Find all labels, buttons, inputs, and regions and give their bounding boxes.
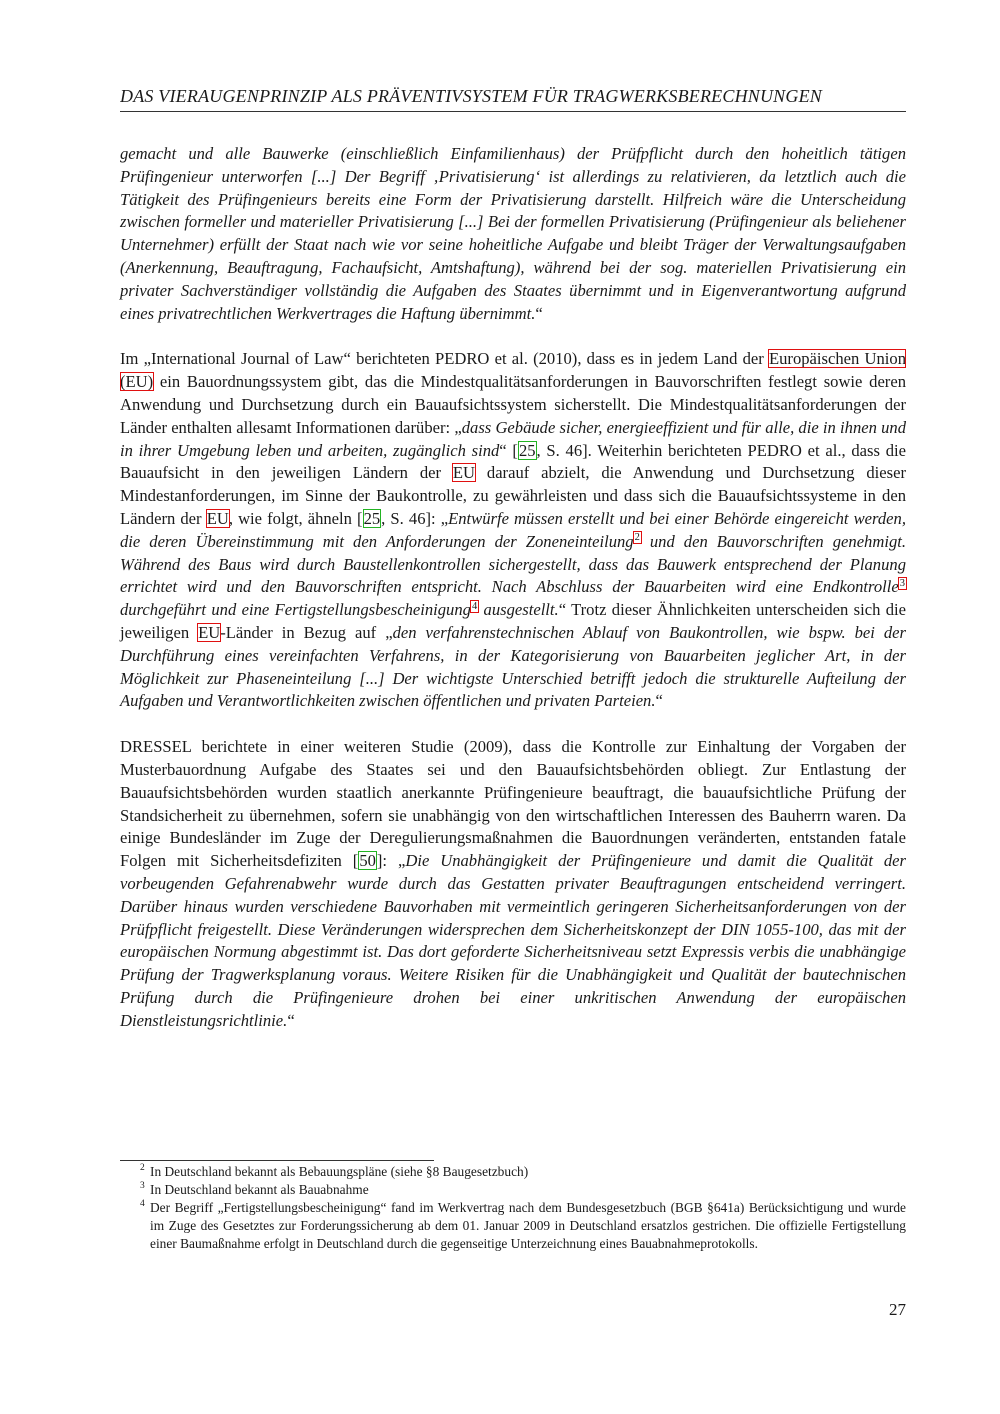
abbreviation-link-eu[interactable]: EU — [198, 622, 221, 642]
paragraph-quote-continuation — [120, 143, 906, 325]
footnote-text: In Deutschland bekannt als Bauabnahme — [150, 1182, 369, 1197]
closing-quote: “ — [535, 303, 543, 323]
page-number: 27 — [889, 1300, 906, 1319]
footnote-4 — [120, 1199, 906, 1253]
footnote-number: 2 — [140, 1163, 145, 1173]
citation-link[interactable]: 50 — [359, 851, 376, 871]
quote-text: dass Gebäude sicher, energieeffizient und für alle, die in ihnen und in ihrer Umgebung leben und arbeiten, zugänglich sind — [120, 417, 906, 460]
footnote-ref-4[interactable]: 4 — [471, 600, 478, 612]
footnote-ref-3[interactable]: 3 — [899, 577, 905, 589]
footnote-number: 3 — [140, 1181, 145, 1191]
footnotes — [120, 1163, 906, 1253]
citation-link[interactable]: 25 — [363, 508, 381, 528]
text-run: “ — [655, 691, 663, 711]
quote-text: Die Unabhängigkeit der Prüfingenieure und damit die Qualität der vorbeugenden Gefahrenabwehr wurde durch das Gestatten privater Beauftragungen entscheidend verringert. Darüber hinaus wurden verschiedene Bauvorhaben mit vermeintlich geringeren Sicherheitsanforderungen von der Prüfpflicht freigestellt. Diese Veränderungen widersprechen dem Sicherheitskonzept der DIN 1055-100, das mit der europäischen Normung abgestimmt ist. Das dort geforderte Sicherheitsniveau setzt Expressis verbis die unabhängige Prüfung der Tragwerksplanung voraus. Weitere Risiken für die Unabhängigkeit und Qualität der bautechnischen Prüfung durch die Prüfingenieure drohen bei einer unkritischen Anwendung der europäischen Dienstleistungsrichtlinie. — [120, 851, 906, 1030]
text-run: DRESSEL berichtete in einer weiteren Studie (2009), dass die Kontrolle zur Einhaltung der Vorgaben der Musterbauordnung Aufgabe des Staates sei und den Bauaufsichtsbehörden obliegt. Zur Entlastung der Bauaufsichtsbehörden wurden staatlich anerkannte Prüfingenieure beauftragt, die bauaufsichtliche Prüfung der Standsicherheit zu übernehmen, sofern sie unabhängig von den wirtschaftlichen Interessen des Bauherrn waren. Da einige Bundesländer im Zuge der Deregulierungsmaßnahmen die Bauordnungen veränderten, entstanden fatale Folgen mit Sicherheitsdefiziten [ — [120, 737, 906, 871]
text-run: ein Bauordnungssystem gibt, das die Mindestqualitätsanforderungen in Bauvorschriften festlegt sowie deren Anwendung und Durchsetzung durch ein Bauaufsichtssystem sicherstellt. Die Mindestqualitätsanforderungen der Länder enthalten allesamt Informationen darüber: „ — [120, 372, 906, 437]
quote-text: Entwürfe müssen erstellt und bei einer Behörde eingereicht werden, die deren Übereinstimmung mit den Anforderungen der Zoneneinteilung — [120, 508, 906, 551]
footnote-text: Der Begriff „Fertigstellungsbescheinigung“ fand im Werkvertrag nach dem Bundesgesetzbuch (BGB §641a) Berücksichtigung und wurde im Zuge des Gesetztes zur Forderungssicherung ab dem 01. Januar 2009 in Deutschland ersatzlos gestrichen. Die offizielle Fertigstellung einer Baumaßnahme erfolgt in Deutschland durch die gegenseitige Unterzeichnung eines Bauabnahmeprotokolls. — [150, 1200, 906, 1251]
footnote-2 — [120, 1163, 906, 1181]
paragraph-pedro — [120, 348, 906, 713]
quote-text: ausgestellt. — [478, 600, 559, 620]
text-run: , S. 46]. Weiterhin berichteten PEDRO et al., dass die Bauaufsicht in den jeweiligen Ländern der — [120, 440, 906, 483]
abbreviation-link-eu[interactable]: EU — [452, 463, 476, 483]
text-run: ]: „ — [376, 851, 406, 871]
quote-text: durchgeführt und eine Fertigstellungsbescheinigung — [120, 600, 471, 620]
paragraph-dressel — [120, 736, 906, 1032]
text-run: -Länder in Bezug auf „ — [220, 622, 393, 642]
text-run: “ Trotz dieser Ähnlichkeiten unterscheiden sich die jeweiligen — [120, 600, 906, 642]
footnote-text: In Deutschland bekannt als Bebauungspläne (siehe §8 Baugesetzbuch) — [150, 1164, 529, 1179]
text-run: , S. 46]: „ — [381, 508, 449, 528]
text-run: Im „International Journal of Law“ berichteten PEDRO et al. (2010), dass es in jedem Land der — [120, 349, 769, 369]
text-run: , wie folgt, ähneln [ — [228, 508, 363, 528]
text-run: “ [ — [499, 440, 518, 460]
quote-text: und den Bauvorschriften genehmigt. Während des Baus wird durch Baustellenkontrollen sichergestellt, dass das Bauwerk entsprechend der Planung errichtet wird und den Bauvorschriften entspricht. Nach Abschluss der Bauarbeiten wird eine Endkontrolle — [120, 531, 907, 597]
footnote-3 — [120, 1181, 906, 1199]
footnote-ref-2[interactable]: 2 — [634, 532, 640, 544]
citation-link[interactable]: 25 — [518, 440, 536, 460]
footnote-divider — [120, 1160, 434, 1161]
text-run: darauf abzielt, die Anwendung und Durchsetzung dieser Mindestanforderungen, im Sinne der Baukontrolle, zu gewährleisten und dass sich die Bauaufsichtssysteme in den Ländern der — [120, 463, 906, 528]
text-run: “ — [287, 1010, 295, 1030]
abbreviation-link-eu[interactable]: EU — [206, 508, 229, 528]
quote-text: den verfahrenstechnischen Ablauf von Baukontrollen, wie bspw. bei der Durchführung eines vereinfachten Verfahrens, in der Kategorisierung von Bauarbeiten jeglicher Art, in der Möglichkeit zur Phaseneinteilung [...] Der wichtigste Unterschied betrifft jedoch die strukturelle Aufteilung der Aufgaben und Verantwortlichkeiten zwischen öffentlichen und privaten Parteien. — [120, 622, 906, 711]
quote-text: gemacht und alle Bauwerke (einschließlich Einfamilienhaus) der Prüfpflicht durch den hoheitlich tätigen Prüfingenieur unterworfen [...] Der Begriff ‚Privatisierung‘ ist allerdings zu relativieren, da letztlich auch die Tätigkeit des Prüfingenieurs bereits eine Form der Privatisierung darstellt. Hilfreich wäre die Unterscheidung zwischen formeller und materieller Privatisierung [...] Bei der formellen Privatisierung (Prüfingenieur als beliehener Unternehmer) erfüllt der Staat nach wie vor seine hoheitliche Aufgabe und bleibt Träger der Verwaltungsaufgaben (Anerkennung, Beauftragung, Fachaufsicht, Amtshaftung), während bei der sog. materiellen Privatisierung ein privater Sachverständiger vollständig die Aufgaben des Staates übernimmt und in Eigenverantwortung aufgrund eines privatrechtlichen Werkvertrages die Haftung übernimmt. — [120, 144, 906, 323]
body-text — [120, 143, 906, 1055]
running-header: DAS VIERAUGENPRINZIP ALS PRÄVENTIVSYSTEM FÜR TRAGWERKSBERECHNUNGEN — [120, 86, 906, 112]
abbreviation-link-eu[interactable]: Europäischen Union (EU) — [120, 349, 906, 392]
footnote-number: 4 — [140, 1199, 145, 1209]
